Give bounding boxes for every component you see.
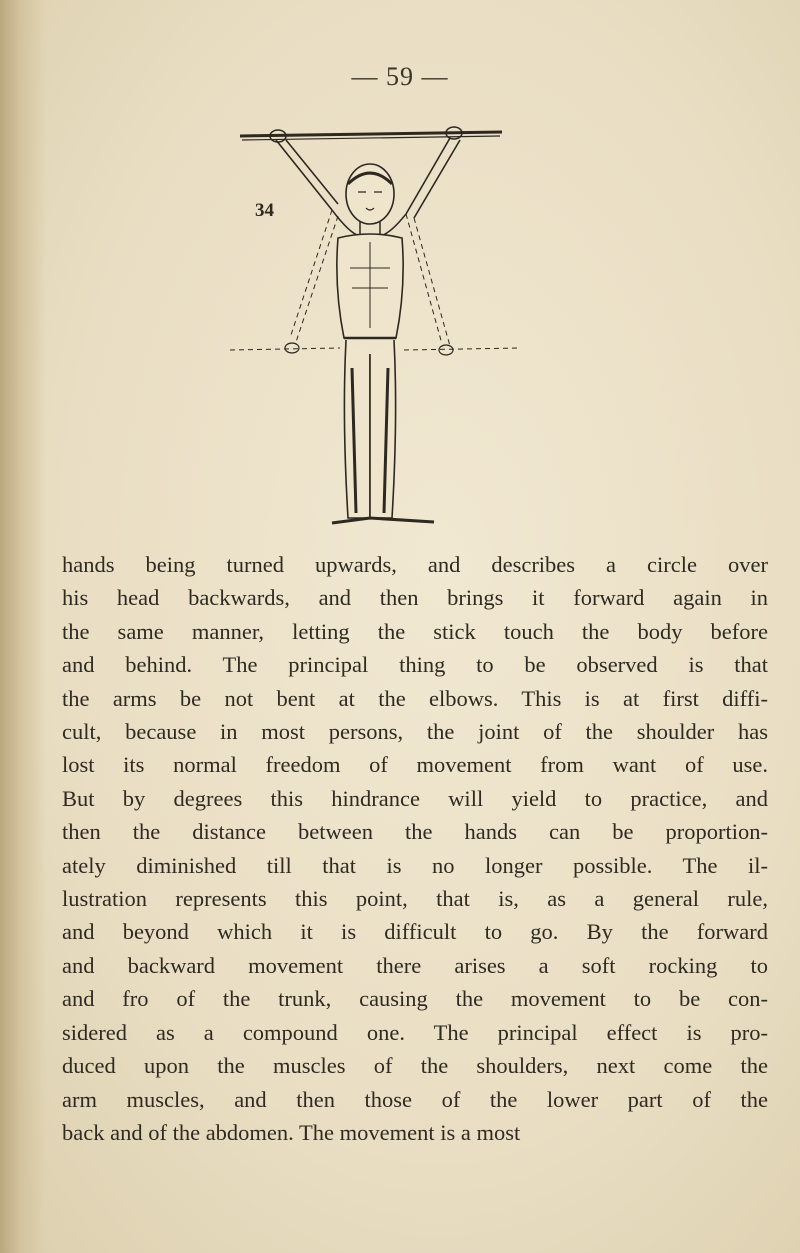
- text-line: lost its normal freedom of movement from want of use.: [62, 752, 768, 778]
- figure-drawing: [220, 118, 520, 538]
- left-leg: [344, 340, 370, 518]
- right-arm: [406, 138, 460, 218]
- dashed-arm-left: [290, 210, 338, 342]
- text-line: the same manner, letting the stick touch the body before: [62, 618, 768, 644]
- text-line: arm muscles, and then those of the lower part of the: [62, 1086, 768, 1112]
- text-line: ately diminished till that is no longer possible. The il-: [62, 852, 768, 878]
- text-line: hands being turned upwards, and describes a circle over: [62, 552, 768, 577]
- text-line: and beyond which it is difficult to go. By the forward: [62, 919, 768, 945]
- figure-number: 34: [255, 200, 274, 221]
- left-arm: [276, 140, 338, 210]
- text-line: and fro of the trunk, causing the movement to be con-: [62, 986, 768, 1012]
- body-text: [62, 548, 768, 1149]
- text-line: then the distance between the hands can be proportion-: [62, 819, 768, 845]
- text-line: and behind. The principal thing to be observed is that: [62, 652, 768, 678]
- dashed-stick: [230, 348, 520, 350]
- text-line: cult, because in most persons, the joint of the shoulder has: [62, 719, 768, 745]
- text-line: But by degrees this hindrance will yield to practice, and: [62, 785, 768, 811]
- dashed-arm-right: [406, 214, 450, 346]
- exercise-illustration: [220, 118, 520, 538]
- right-leg: [370, 340, 396, 518]
- text-line: back and of the abdomen. The movement is a most: [62, 1119, 521, 1145]
- text-line: the arms be not bent at the elbows. This is at first diffi-: [62, 685, 768, 711]
- text-line: duced upon the muscles of the shoulders, next come the: [62, 1053, 768, 1079]
- text-line: lustration represents this point, that is, as a general rule,: [62, 886, 768, 912]
- page-number: — 59 —: [351, 62, 449, 91]
- page-gutter: [0, 0, 46, 1253]
- text-line: and backward movement there arises a soft rocking to: [62, 952, 768, 978]
- text-line: his head backwards, and then brings it forward again in: [62, 585, 768, 611]
- text-line: sidered as a compound one. The principal effect is pro-: [62, 1019, 768, 1045]
